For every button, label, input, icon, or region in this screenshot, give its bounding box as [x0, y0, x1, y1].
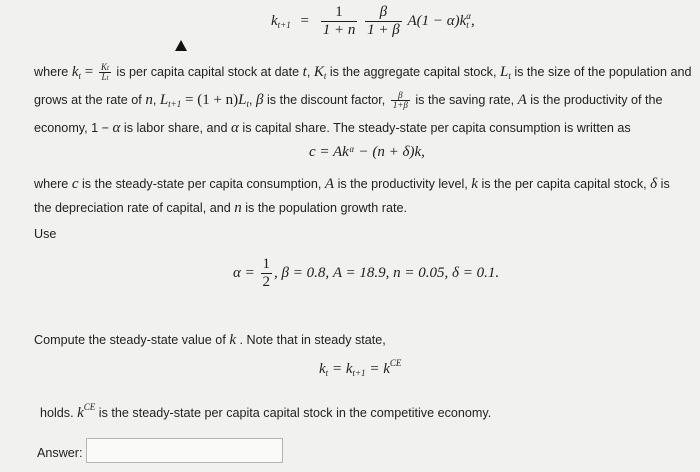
- fraction-one-over-one-plus-n: $\frac{1}{1 + n}$: [322, 4, 356, 38]
- mouse-cursor-icon: [175, 40, 187, 51]
- compute-instruction: Compute the steady-state value of k . Note that in steady state,: [34, 332, 386, 348]
- capital-accumulation-equation: $k_{t+1}$ = $\frac{1}{1 + n}$ $\frac{\beta}{1 + \beta}$ A(1 − α)k α t ,: [271, 4, 475, 38]
- holds-statement: holds. $k^{CE}$ is the steady-state per capita capital stock in the competitive economy.: [40, 402, 492, 421]
- parameter-values: α = $\frac{1}{2}$ , β = 0.8, A = 18.9, n = 0.05, δ = 0.1.: [233, 256, 500, 290]
- answer-label: Answer:: [37, 446, 83, 460]
- fraction-saving-rate: $\frac{\beta}{1+\beta}$: [392, 89, 408, 111]
- consumption-definitions-paragraph: where c is the steady-state per capita consumption, A is the productivity level, k is the per capita capital stock, δ is the depreciation rate of capital, and n is the population growth rate.: [34, 176, 670, 216]
- consumption-equation: c = Akᵅ − (n + δ)k,: [309, 144, 425, 160]
- use-label: Use: [34, 227, 57, 241]
- answer-input[interactable]: [86, 438, 283, 463]
- fraction-one-half: $\frac{1}{2}$: [262, 256, 270, 290]
- steady-state-equation: $k_t = k_{t+1} = k^{CE}$: [319, 358, 402, 378]
- fraction-K-over-L: $\frac{Kt}{Lt}$: [100, 61, 109, 83]
- fraction-beta-over-one-plus-beta: $\frac{\beta}{1 + \beta}$: [367, 4, 400, 38]
- definitions-paragraph: where $k_t$ = $\frac{Kt}{Lt}$ is per capita capital stock at date t, $K_t$ is the aggregate capital stock, $L_t$ is the size of the population and grows at the rate of n, $L_{t+1} = (1 + n)L_t$, β is the discount factor, $\frac{\beta}{1+\beta}$ is the saving rate, A is the productivity of the economy, 1 − α is labor share, and α is capital share. The steady-state per capita consumption is written as: [34, 61, 692, 136]
